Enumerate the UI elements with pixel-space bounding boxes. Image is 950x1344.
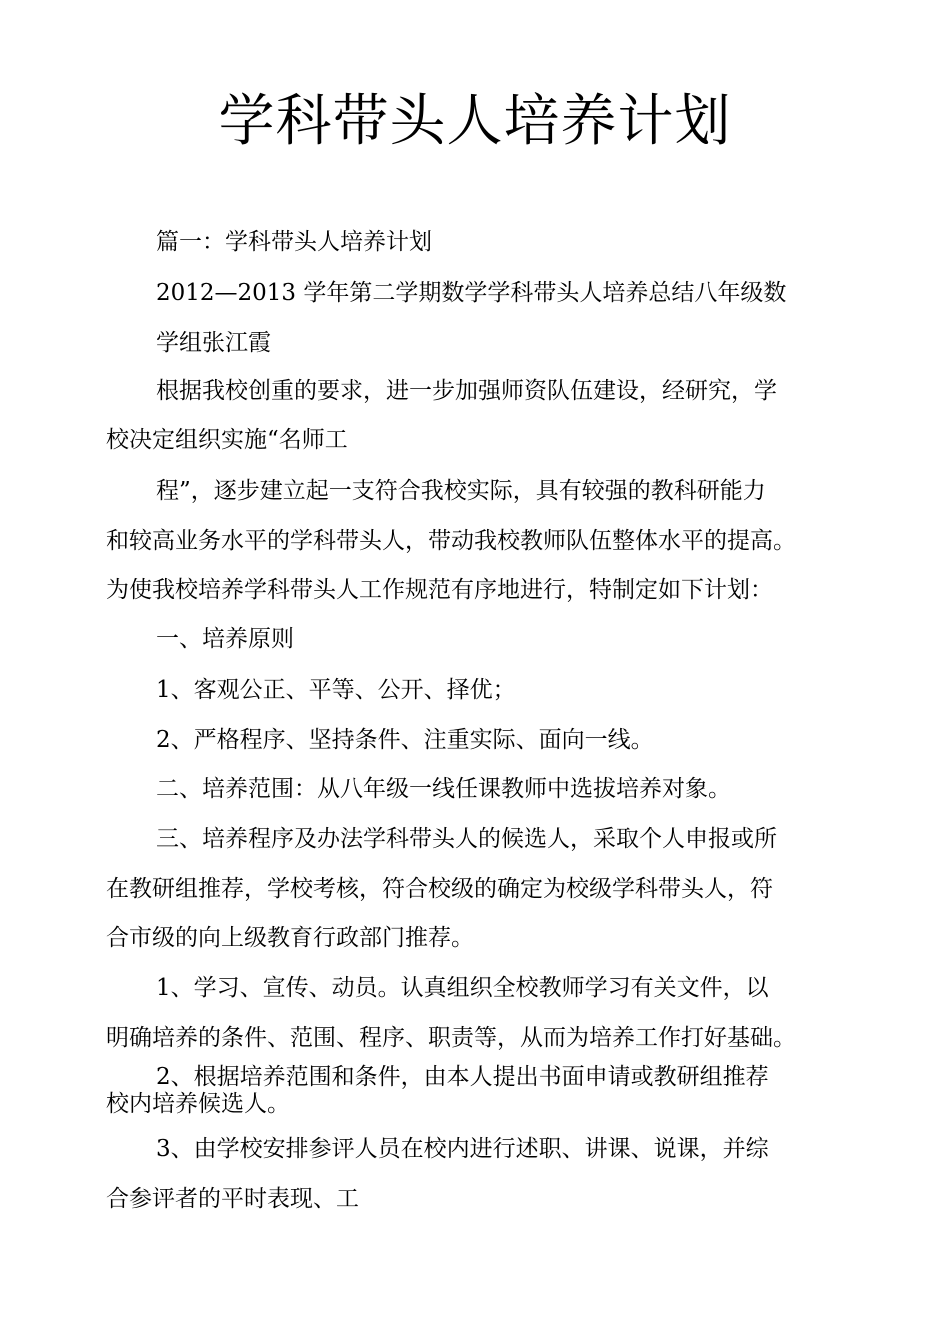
text-line: 明确培养的条件、范围、程序、职责等，从而为培养工作打好基础。 (106, 1025, 796, 1051)
text-line: 合参评者的平时表现、工 (106, 1186, 359, 1212)
text-line: 为使我校培养学科带头人工作规范有序地进行，特制定如下计划： (106, 577, 773, 603)
text-line: 学组张江霞 (156, 330, 271, 356)
list-item: 1、客观公正、平等、公开、择优； (156, 677, 516, 703)
list-item: 2、严格程序、坚持条件、注重实际、面向一线。 (156, 727, 654, 753)
list-item: 1、学习、宣传、动员。认真组织全校教师学习有关文件，以 (156, 975, 769, 1001)
section-heading: 三、培养程序及办法学科带头人的候选人，采取个人申报或所 (156, 826, 777, 852)
text-line: 2012—2013 学年第二学期数学学科带头人培养总结八年级数 (156, 280, 787, 306)
section-heading: 一、培养原则 (156, 626, 294, 652)
text-line: 和较高业务水平的学科带头人，带动我校教师队伍整体水平的提高。 (106, 528, 796, 554)
list-item: 3、由学校安排参评人员在校内进行述职、讲课、说课，并综 (156, 1136, 769, 1162)
text-line: 篇一：学科带头人培养计划 (156, 229, 432, 255)
list-item: 2、根据培养范围和条件，由本人提出书面申请或教研组推荐 (156, 1064, 769, 1090)
text-line: 校内培养候选人。 (106, 1091, 290, 1117)
text-line: 在教研组推荐，学校考核，符合校级的确定为校级学科带头人，符 (106, 876, 773, 902)
section-heading: 二、培养范围：从八年级一线任课教师中选拔培养对象。 (156, 776, 731, 802)
document-title: 学科带头人培养计划 (218, 89, 732, 154)
text-line: 根据我校创重的要求，进一步加强师资队伍建设，经研究，学 (156, 378, 777, 404)
text-line: 校决定组织实施“名师工 (106, 427, 348, 453)
text-line: 合市级的向上级教育行政部门推荐。 (106, 925, 474, 951)
text-line: 程”，逐步建立起一支符合我校实际，具有较强的教科研能力 (156, 478, 766, 504)
